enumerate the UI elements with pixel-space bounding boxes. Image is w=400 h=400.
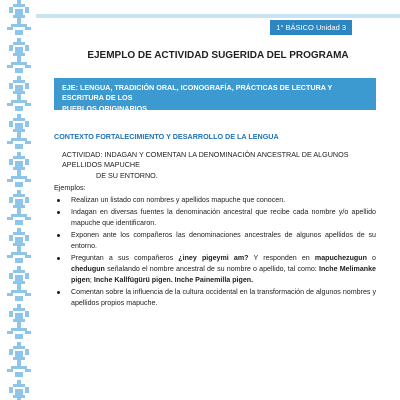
list-item-text-part: Y responden en [248, 253, 315, 262]
list-item-text-part: señalando el nombre ancestral de su nombre o apellido, tal como: [104, 264, 319, 273]
list-item [54, 230, 376, 252]
decorative-border-pattern [6, 0, 32, 400]
unit-badge-label: 1° BÁSICO Unidad 3 [276, 23, 346, 32]
examples-list [54, 195, 376, 310]
mapuche-phrase: mapuchezugun [314, 253, 367, 262]
activity-label: ACTIVIDAD: [62, 150, 105, 159]
document-title: EJEMPLO DE ACTIVIDAD SUGERIDA DEL PROGRAMA [87, 50, 349, 61]
unit-badge [270, 20, 352, 35]
context-heading: CONTEXTO FORTALECIMIENTO Y DESARROLLO DE LA LENGUA [54, 132, 279, 141]
list-item-text: Realizan un listado con nombres y apellidos mapuche que conocen. [71, 196, 286, 204]
list-item-text: Indagan en diversas fuentes la denominación ancestral que recibe cada nombre y/o apellido mapuche que identificaron. [71, 207, 376, 227]
mapuche-phrase: chedugun [71, 264, 105, 273]
list-item [54, 287, 376, 309]
list-item [54, 253, 376, 286]
header-band [36, 14, 400, 18]
list-item-text-part: o [366, 253, 376, 262]
list-item [54, 207, 376, 229]
activity-text-line-2: DE SU ENTORNO. [96, 170, 158, 180]
mapuche-phrase: ¿iney pigeymi am? [178, 253, 249, 262]
examples-label: Ejemplos: [54, 183, 86, 192]
mapuche-phrase: Inche Kallfügürü pigen. Inche Painemilla pigen. [93, 275, 254, 284]
activity-text-line-1: INDAGAN Y COMENTAN LA DENOMINACIÓN ANCESTRAL DE ALGUNOS APELLIDOS MAPUCHE [62, 150, 349, 170]
eje-line-1: EJE: LENGUA, TRADICIÓN ORAL, ICONOGRAFÍA, PRÁCTICAS DE LECTURA Y ESCRITURA DE LOS [62, 83, 333, 103]
mapuche-phrase: Inche Melimanke pigen [71, 264, 376, 284]
list-item-text: Comentan sobre la influencia de la cultura occidental en la transformación de algunos nombres y apellidos propios mapuche. [71, 287, 376, 307]
activity-description [62, 150, 360, 181]
eje-line-2: PUEBLOS ORIGINARIOS [62, 103, 148, 113]
list-item-text: Exponen ante los compañeros las denominaciones ancestrales de algunos apellidos de su entorno. [71, 230, 376, 250]
list-item-text-part: ; [89, 275, 94, 284]
list-item-text-part: Preguntan a sus compañeros [71, 253, 179, 262]
eje-banner [54, 78, 376, 113]
list-item [54, 195, 376, 206]
